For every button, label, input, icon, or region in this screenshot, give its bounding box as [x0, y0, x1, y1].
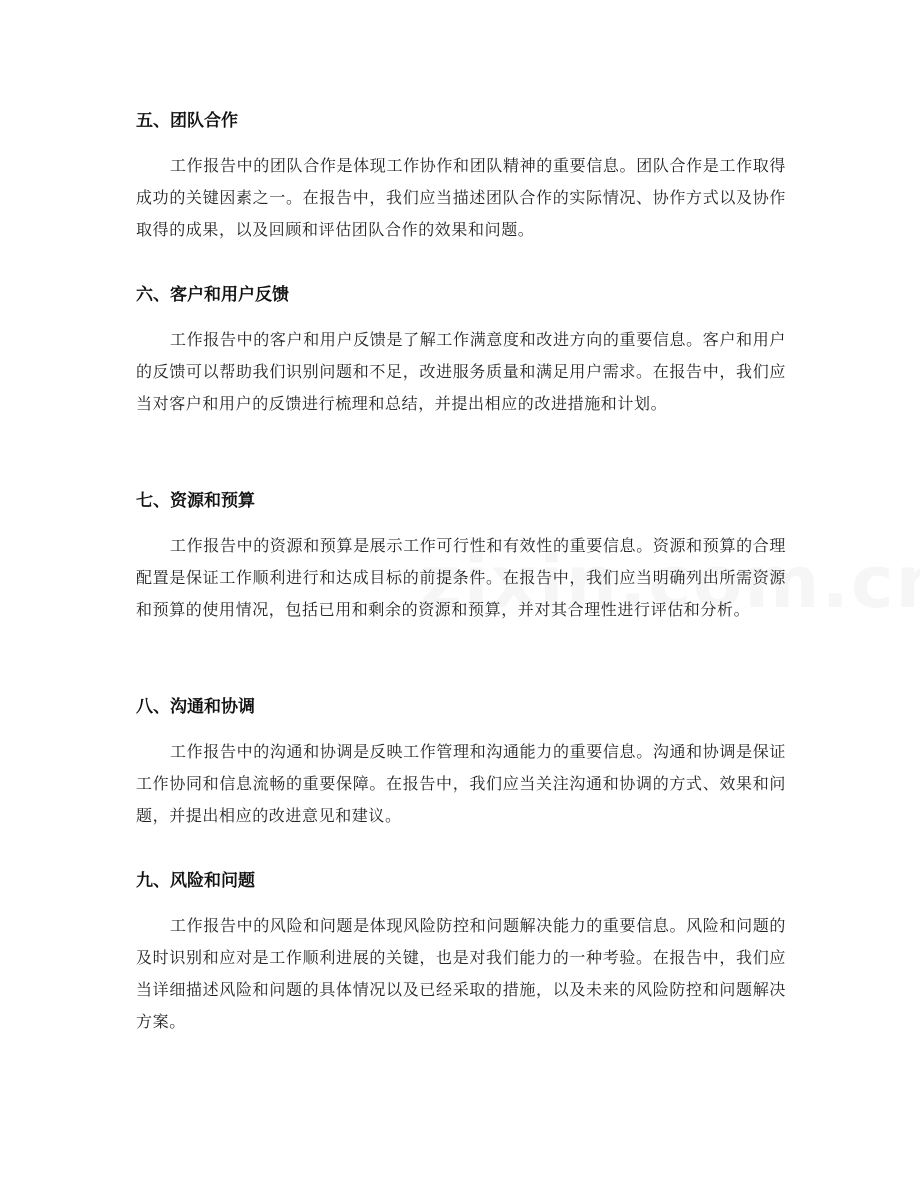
section-paragraph: 工作报告中的团队合作是体现工作协作和团队精神的重要信息。团队合作是工作取得成功的关键因素之一。在报告中，我们应当描述团队合作的实际情况、协作方式以及协作取得的成果，以及回顾和评估团队合作的效果和问题。 — [136, 156, 786, 239]
section-resources-budget — [136, 489, 786, 626]
section-heading: 八、沟通和协调 — [136, 697, 255, 717]
section-customer-feedback — [136, 283, 786, 420]
section-heading: 五、团队合作 — [136, 111, 238, 131]
section-team-cooperation — [136, 109, 786, 246]
section-paragraph: 工作报告中的沟通和协调是反映工作管理和沟通能力的重要信息。沟通和协调是保证工作协同和信息流畅的重要保障。在报告中，我们应当关注沟通和协调的方式、效果和问题，并提出相应的改进意见和建议。 — [136, 742, 786, 825]
section-communication — [136, 695, 786, 832]
section-heading: 九、风险和问题 — [136, 871, 255, 891]
section-paragraph: 工作报告中的客户和用户反馈是了解工作满意度和改进方向的重要信息。客户和用户的反馈可以帮助我们识别问题和不足，改进服务质量和满足用户需求。在报告中，我们应当对客户和用户的反馈进行梳理和总结，并提出相应的改进措施和计划。 — [136, 330, 786, 413]
section-paragraph: 工作报告中的风险和问题是体现风险防控和问题解决能力的重要信息。风险和问题的及时识别和应对是工作顺利进展的关键，也是对我们能力的一种考验。在报告中，我们应当详细描述风险和问题的具体情况以及已经采取的措施，以及未来的风险防控和问题解决方案。 — [136, 916, 786, 1031]
section-risks-issues — [136, 869, 786, 1038]
section-heading: 六、客户和用户反馈 — [136, 285, 289, 305]
section-paragraph: 工作报告中的资源和预算是展示工作可行性和有效性的重要信息。资源和预算的合理配置是保证工作顺利进行和达成目标的前提条件。在报告中，我们应当明确列出所需资源和预算的使用情况，包括已用和剩余的资源和预算，并对其合理性进行评估和分析。 — [136, 536, 786, 619]
section-heading: 七、资源和预算 — [136, 491, 255, 511]
